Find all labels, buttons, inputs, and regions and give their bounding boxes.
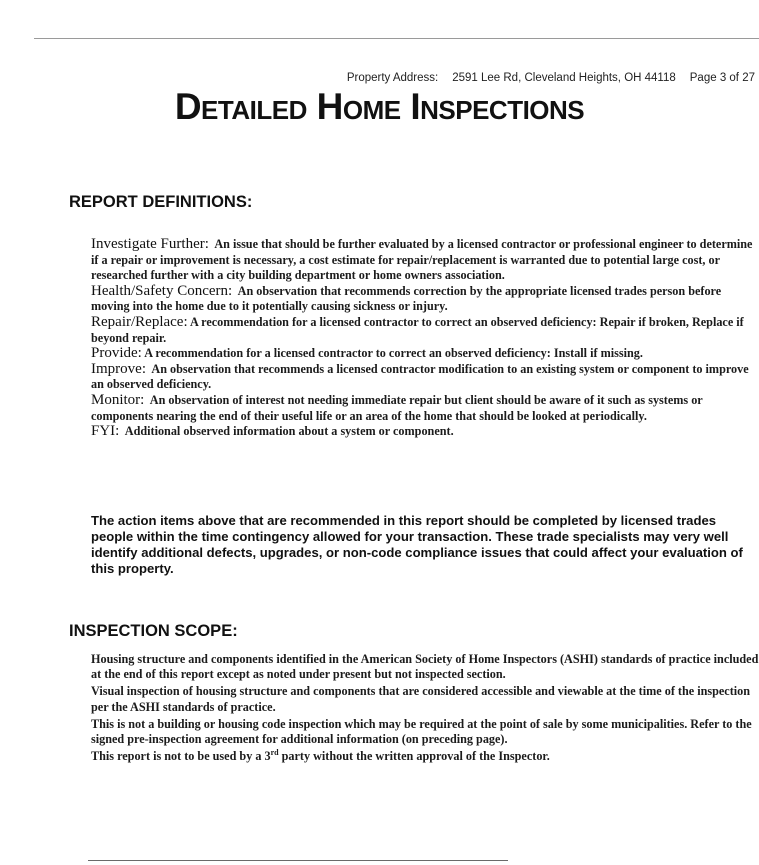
property-address: 2591 Lee Rd, Cleveland Heights, OH 44118 [452,72,676,84]
scope-paragraph: Visual inspection of housing structure and components that are considered accessible and viewable at the time of the inspection per the ASHI standards of practice. [91,684,751,714]
action-items-callout: The action items above that are recommended in this report should be completed by licensed trades people within the time contingency allowed for your transaction. These trade specialists may very well identify additional defects, upgrades, or non-code compliance issues that could affect your evaluation of this property. [91,513,743,576]
definition-term: Repair/Replace: [91,313,188,330]
definition-item [91,284,756,315]
scope-text-before: This report is not to be used by a 3 [91,749,271,764]
definition-term: Provide: [91,345,142,362]
ordinal-superscript: rd [270,748,279,758]
definition-text: A recommendation for a licensed contractor to correct an observed deficiency: Repair if broken, Replace if beyond repair. [91,314,744,345]
definition-item [91,393,756,424]
definition-item [91,346,756,362]
top-divider [34,38,759,39]
scope-paragraph-third-party [91,749,759,764]
definition-text: An issue that should be further evaluated by a licensed contractor or professional engineer to determine if a repair or improvement is necessary, a cost estimate for repair/replacement is warranted due to potential large cost, or researched further with a city building department or home owners association. [91,237,753,283]
inspection-scope-heading: INSPECTION SCOPE: [69,622,238,640]
definition-text: Additional observed information about a system or component. [124,424,454,439]
definition-text: An observation that recommends correction by the appropriate licensed trades person before moving into the home due to it potentially causing sickness or injury. [91,283,722,314]
scope-paragraph: This is not a building or housing code inspection which may be required at the point of sale by some municipalities. Refer to the signed pre-inspection agreement for additional information (on preceding page). [91,716,752,747]
inspection-scope-body [91,652,759,766]
bottom-divider [88,860,508,861]
definitions-list [91,237,756,440]
definition-term: Investigate Further: [91,236,209,252]
address-label: Property Address: [346,72,439,84]
definition-item [91,362,756,393]
definition-item [91,237,756,284]
definition-text: An observation that recommends a licensed contractor modification to an existing system or component to improve an observed deficiency. [91,361,749,392]
definition-term: Monitor: [91,391,145,408]
definition-item [91,424,756,440]
definition-item [91,315,756,346]
scope-paragraph: Housing structure and components identified in the American Society of Home Inspectors (ASHI) standards of practice included at the end of this report except as noted under present but not inspected section. [91,652,759,682]
definition-term: Health/Safety Concern: [91,282,233,299]
report-definitions-heading: REPORT DEFINITIONS: [69,193,253,211]
definition-text: A recommendation for a licensed contractor to correct an observed deficiency: Install if missing. [144,346,643,361]
definition-text: An observation of interest not needing immediate repair but client should be aware of it such as systems or components nearing the end of their useful life or an area of the home that should be looked at periodically. [91,392,703,423]
definition-term: Improve: [91,360,146,377]
page-title: Detailed Home Inspections [174,86,585,127]
page-header [347,72,755,84]
scope-text-after: party without the written approval of the Inspector. [278,749,550,764]
page-number: Page 3 of 27 [689,72,755,84]
definition-term: FYI: [91,423,120,440]
